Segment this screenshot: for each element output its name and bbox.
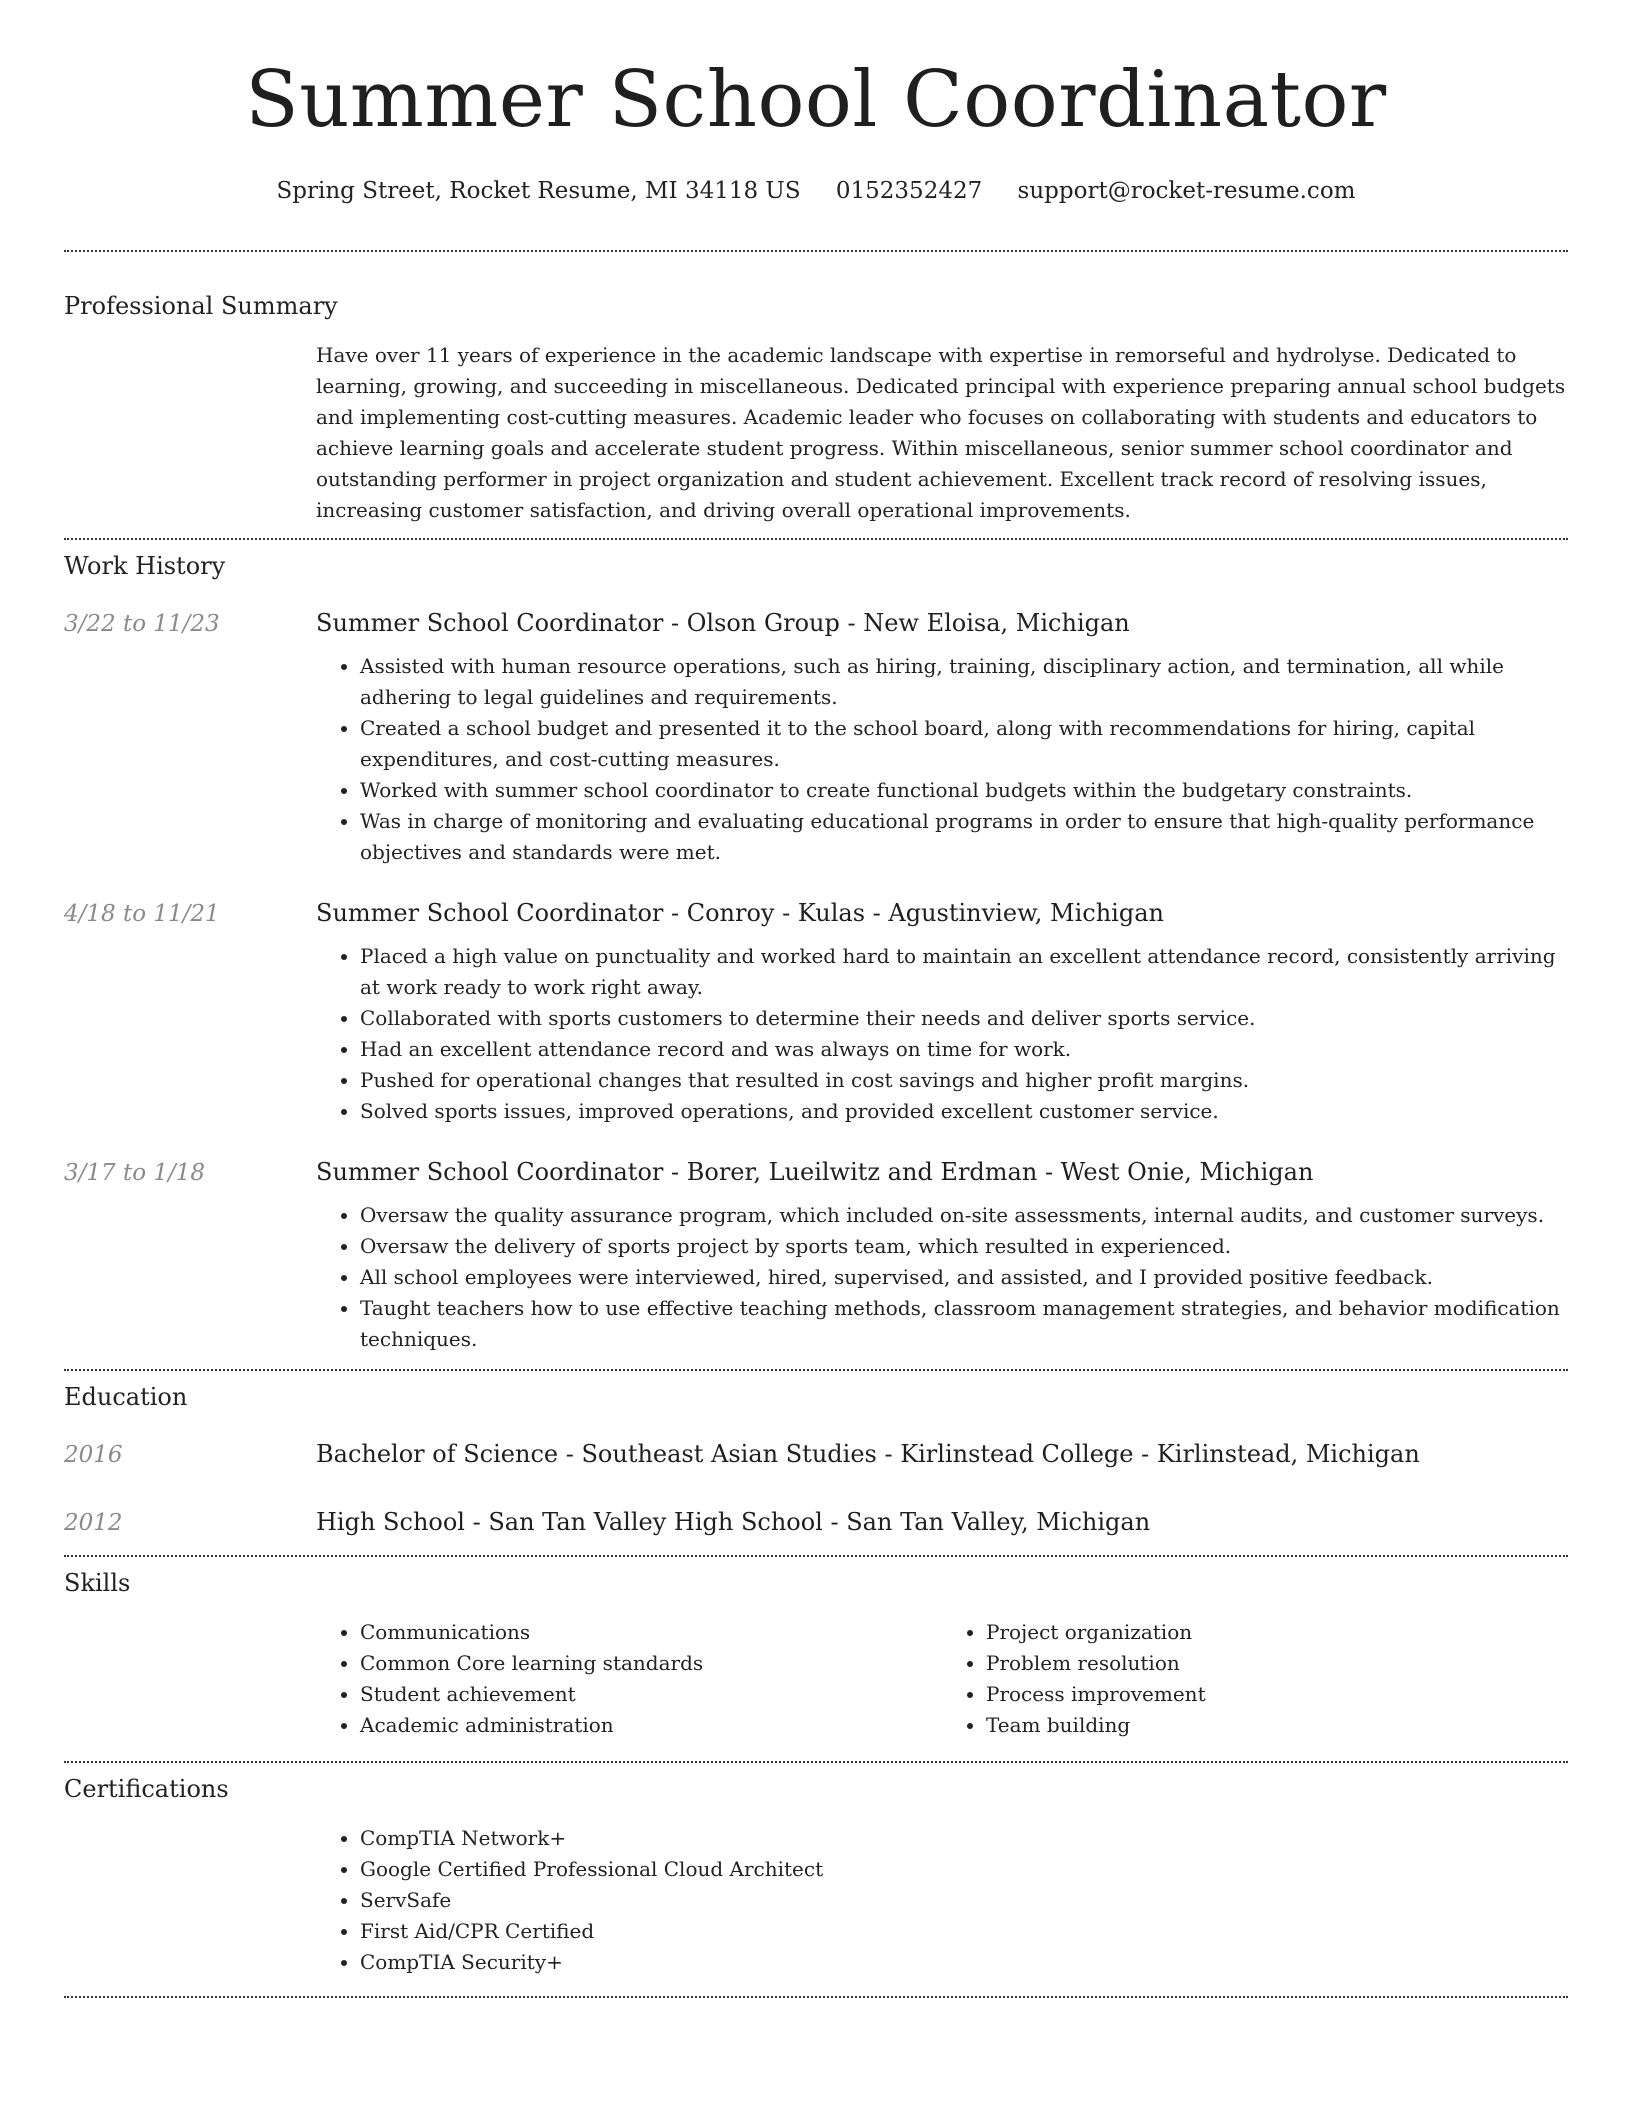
skills-list-left <box>316 1617 942 1741</box>
list-item: • ServSafe <box>360 1885 1568 1916</box>
certifications-list <box>316 1823 1568 1978</box>
list-item: • Problem resolution <box>986 1648 1568 1679</box>
job-dates: 3/17 to 1/18 <box>64 1160 206 1186</box>
job-entry <box>64 897 1568 1127</box>
list-item: • Placed a high value on punctuality and worked hard to maintain an excellent attendance record, consistently arriving at work ready to work right away. <box>360 941 1568 1003</box>
list-item: • Academic administration <box>360 1710 942 1741</box>
work-history-section <box>64 550 1568 1355</box>
education-entry <box>64 1506 1568 1538</box>
resume-name: Summer School Coordinator <box>245 55 1387 145</box>
job-heading: Summer School Coordinator - Conroy - Kulas - Agustinview, Michigan <box>316 899 1164 927</box>
summary-section <box>64 290 1568 526</box>
divider <box>64 1369 1568 1371</box>
list-item: • Created a school budget and presented it to the school board, along with recommendations for hiring, capital expenditures, and cost-cutting measures. <box>360 713 1568 775</box>
list-item: • CompTIA Network+ <box>360 1823 1568 1854</box>
education-text: High School - San Tan Valley High School - San Tan Valley, Michigan <box>316 1508 1151 1536</box>
list-item: • Pushed for operational changes that resulted in cost savings and higher profit margins. <box>360 1065 1568 1096</box>
job-bullets <box>316 651 1568 868</box>
job-bullets <box>316 941 1568 1127</box>
job-dates: 4/18 to 11/21 <box>64 901 220 927</box>
divider <box>64 1555 1568 1557</box>
job-entry <box>64 607 1568 868</box>
list-item: • Communications <box>360 1617 942 1648</box>
section-title-summary: Professional Summary <box>64 292 338 320</box>
section-title-skills: Skills <box>64 1569 131 1597</box>
divider <box>64 250 1568 252</box>
list-item: • Oversaw the quality assurance program, which included on-site assessments, internal audits, and customer surveys. <box>360 1200 1568 1231</box>
job-heading: Summer School Coordinator - Olson Group - New Eloisa, Michigan <box>316 609 1130 637</box>
list-item: • Project organization <box>986 1617 1568 1648</box>
list-item: • Process improvement <box>986 1679 1568 1710</box>
skills-section <box>64 1567 1568 1741</box>
education-entry <box>64 1438 1568 1470</box>
section-title-certifications: Certifications <box>64 1775 229 1803</box>
section-title-education: Education <box>64 1383 188 1411</box>
divider <box>64 538 1568 540</box>
list-item: • First Aid/CPR Certified <box>360 1916 1568 1947</box>
contact-phone: 0152352427 <box>835 178 983 204</box>
list-item: • Team building <box>986 1710 1568 1741</box>
job-entry <box>64 1156 1568 1355</box>
list-item: • Worked with summer school coordinator to create functional budgets within the budgetary constraints. <box>360 775 1568 806</box>
list-item: • Collaborated with sports customers to determine their needs and deliver sports service. <box>360 1003 1568 1034</box>
list-item: • Common Core learning standards <box>360 1648 942 1679</box>
list-item: • Solved sports issues, improved operations, and provided excellent customer service. <box>360 1096 1568 1127</box>
contact-line <box>64 176 1568 206</box>
education-year: 2012 <box>64 1510 123 1536</box>
education-year: 2016 <box>64 1442 123 1468</box>
list-item: • All school employees were interviewed, hired, supervised, and assisted, and I provided positive feedback. <box>360 1262 1568 1293</box>
divider <box>64 1996 1568 1998</box>
job-bullets <box>316 1200 1568 1355</box>
list-item: • Had an excellent attendance record and was always on time for work. <box>360 1034 1568 1065</box>
list-item: • Was in charge of monitoring and evaluating educational programs in order to ensure that high-quality performance objectives and standards were met. <box>360 806 1568 868</box>
list-item: • Oversaw the delivery of sports project by sports team, which resulted in experienced. <box>360 1231 1568 1262</box>
education-text: Bachelor of Science - Southeast Asian Studies - Kirlinstead College - Kirlinstead, Michigan <box>316 1440 1420 1468</box>
section-title-work: Work History <box>64 552 226 580</box>
list-item: • Taught teachers how to use effective teaching methods, classroom management strategies, and behavior modification techniques. <box>360 1293 1568 1355</box>
contact-address: Spring Street, Rocket Resume, MI 34118 US <box>276 178 801 204</box>
education-section <box>64 1381 1568 1538</box>
divider <box>64 1761 1568 1763</box>
contact-email: support@rocket-resume.com <box>1017 178 1356 204</box>
skills-list-right <box>942 1617 1568 1741</box>
skills-grid <box>316 1617 1568 1741</box>
summary-text: Have over 11 years of experience in the academic landscape with expertise in remorseful and hydrolyse. Dedicated to learning, growing, and succeeding in miscellaneous. Dedicated principal with experience preparing annual school budgets and implementing cost-cutting measures. Academic leader who focuses on collaborating with students and educators to achieve learning goals and accelerate student progress. Within miscellaneous, senior summer school coordinator and outstanding performer in project organization and student achievement. Excellent track record of resolving issues, increasing customer satisfaction, and driving overall operational improvements. <box>316 343 1566 522</box>
job-heading: Summer School Coordinator - Borer, Lueilwitz and Erdman - West Onie, Michigan <box>316 1158 1314 1186</box>
list-item: • Google Certified Professional Cloud Architect <box>360 1854 1568 1885</box>
certifications-section <box>64 1773 1568 1978</box>
list-item: • Student achievement <box>360 1679 942 1710</box>
list-item: • Assisted with human resource operations, such as hiring, training, disciplinary action, and termination, all while adhering to legal guidelines and requirements. <box>360 651 1568 713</box>
list-item: • CompTIA Security+ <box>360 1947 1568 1978</box>
job-dates: 3/22 to 11/23 <box>64 611 220 637</box>
